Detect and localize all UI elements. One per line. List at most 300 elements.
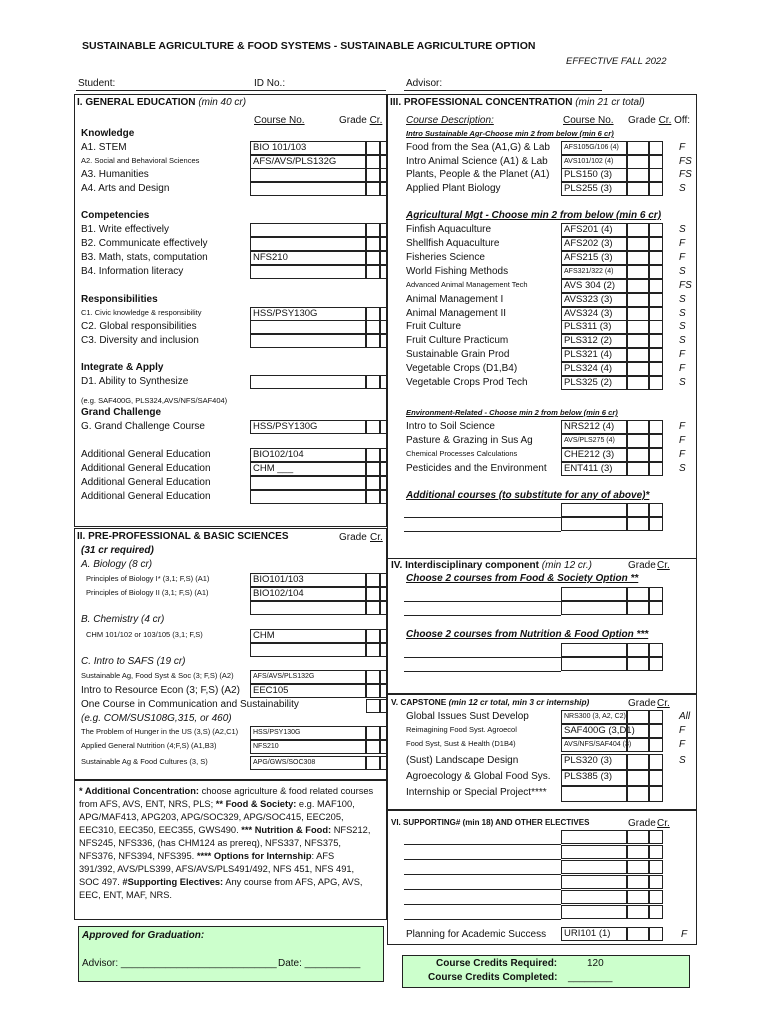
- cr-field[interactable]: [380, 629, 387, 643]
- course-number-field[interactable]: [561, 587, 627, 601]
- cr-field[interactable]: [649, 462, 663, 476]
- note-text: EEC310, EEC350, EEC355, GWS490.: [79, 825, 242, 835]
- offered-term: F: [679, 363, 686, 374]
- grade-field[interactable]: [627, 601, 649, 615]
- cr-field[interactable]: [380, 684, 387, 698]
- gen-ed-course-field[interactable]: HSS/PSY130G: [250, 307, 366, 321]
- grade-field[interactable]: [627, 376, 649, 390]
- note-text: : AFS: [311, 851, 335, 861]
- note-text: EEC, ENT, MAF, NRS.: [79, 890, 172, 900]
- course-number-field[interactable]: AFS105G/106 (4): [561, 141, 627, 155]
- prof-course-no-header: Course No.: [563, 115, 614, 126]
- course-number-field[interactable]: [561, 875, 627, 889]
- cr-field[interactable]: [380, 699, 387, 713]
- grade-field[interactable]: [627, 223, 649, 237]
- course-number-field[interactable]: [561, 657, 627, 671]
- offered-term: FS: [679, 169, 692, 180]
- course-number-field[interactable]: PLS325 (2): [561, 376, 627, 390]
- offered-term: FS: [679, 156, 692, 167]
- course-number-field[interactable]: AFS321/322 (4): [561, 265, 627, 279]
- capstone-min: (min 12 cr total, min 3 cr internship): [448, 697, 590, 707]
- grade-field[interactable]: [366, 237, 380, 251]
- cr-field[interactable]: [649, 845, 663, 859]
- cr-field[interactable]: [380, 223, 387, 237]
- cr-field[interactable]: [380, 334, 387, 348]
- gen-ed-course-field[interactable]: CHM ___: [250, 462, 366, 476]
- cr-field[interactable]: [649, 293, 663, 307]
- course-number-field[interactable]: [561, 890, 627, 904]
- course-description: Intro Animal Science (A1) & Lab: [406, 156, 548, 167]
- cr-field[interactable]: [380, 643, 387, 657]
- cr-field[interactable]: [649, 710, 663, 724]
- gen-ed-course-field[interactable]: NFS210: [250, 251, 366, 265]
- student-label: Student:: [78, 78, 116, 89]
- cr-field[interactable]: [649, 168, 663, 182]
- blank-line: [404, 601, 561, 602]
- cr-field[interactable]: [649, 420, 663, 434]
- grade-field[interactable]: [366, 740, 380, 754]
- grade-field[interactable]: [366, 168, 380, 182]
- synthesize-examples: (e.g. SAF400G, PLS324,AVS/NFS/SAF404): [81, 396, 228, 405]
- pre-label: CHM 101/102 or 103/105 (3,1; F,S): [86, 630, 203, 639]
- grade-field[interactable]: [366, 462, 380, 476]
- course-number-field[interactable]: CHE212 (3): [561, 448, 627, 462]
- grade-field[interactable]: [366, 141, 380, 155]
- note-text: choose agriculture & food related courses: [199, 786, 374, 796]
- cr-field[interactable]: [649, 334, 663, 348]
- grade-field[interactable]: [627, 643, 649, 657]
- cr-field[interactable]: [380, 168, 387, 182]
- capstone-course-desc: Agroecology & Global Food Sys.: [406, 771, 551, 782]
- gen-ed-cr-header: Cr.: [369, 115, 383, 126]
- cr-field[interactable]: [380, 476, 387, 490]
- gen-ed-course-field[interactable]: [250, 237, 366, 251]
- note-text: SOC 497.: [79, 877, 123, 887]
- grade-field[interactable]: [627, 265, 649, 279]
- pre-course-field[interactable]: BIO101/103: [250, 573, 366, 587]
- cr-field[interactable]: [649, 587, 663, 601]
- course-number-field[interactable]: AVS101/102 (4): [561, 155, 627, 169]
- course-description: Pesticides and the Environment: [406, 463, 547, 474]
- course-number-field[interactable]: [561, 830, 627, 844]
- course-description: Shellfish Aquaculture: [406, 238, 500, 249]
- note-text: e.g. MAF100,: [296, 799, 355, 809]
- course-number-field[interactable]: PLS150 (3): [561, 168, 627, 182]
- course-number-field[interactable]: [561, 601, 627, 615]
- cr-field[interactable]: [649, 155, 663, 169]
- course-number-field[interactable]: PLS311 (3): [561, 320, 627, 334]
- capstone-course-field[interactable]: SAF400G (3,D1): [561, 724, 627, 738]
- grade-field[interactable]: [366, 684, 380, 698]
- grade-field[interactable]: [627, 307, 649, 321]
- gen-ed-label: A4. Arts and Design: [81, 183, 170, 194]
- cr-field[interactable]: [649, 657, 663, 671]
- grade-field[interactable]: [627, 860, 649, 874]
- course-number-field[interactable]: PLS255 (3): [561, 182, 627, 196]
- inter-grade-header: Grade: [628, 560, 656, 571]
- supporting-title: VI. SUPPORTING# (min 18) AND OTHER ELECTIVES: [391, 818, 590, 827]
- cr-field[interactable]: [380, 182, 387, 196]
- offered-term: FS: [679, 280, 692, 291]
- cr-field[interactable]: [649, 237, 663, 251]
- chemistry-heading: B. Chemistry (4 cr): [81, 614, 165, 625]
- pre-course-field[interactable]: NFS210: [250, 740, 366, 754]
- capstone-course-desc: Global Issues Sust Develop: [406, 711, 529, 722]
- pre-course-field[interactable]: HSS/PSY130G: [250, 726, 366, 740]
- offered-term: S: [679, 463, 686, 474]
- cr-field[interactable]: [649, 307, 663, 321]
- grade-field[interactable]: [627, 462, 649, 476]
- note-text: Any course from AFS, APG, AVS,: [223, 877, 363, 887]
- offered-term: F: [681, 929, 688, 940]
- cr-field[interactable]: [380, 670, 387, 684]
- grade-field[interactable]: [366, 587, 380, 601]
- offered-term: S: [679, 377, 686, 388]
- course-number-field[interactable]: PLS312 (2): [561, 334, 627, 348]
- gen-ed-course-field[interactable]: [250, 334, 366, 348]
- note-text: * Additional Concentration:: [79, 786, 199, 796]
- grade-field[interactable]: [366, 155, 380, 169]
- cr-field[interactable]: [649, 643, 663, 657]
- note-line: [79, 837, 341, 849]
- cr-field[interactable]: [380, 141, 387, 155]
- offered-term: S: [679, 294, 686, 305]
- course-description: Food from the Sea (A1,G) & Lab: [406, 142, 550, 153]
- course-number-field[interactable]: ENT411 (3): [561, 462, 627, 476]
- grade-field[interactable]: [627, 420, 649, 434]
- cr-field[interactable]: [649, 223, 663, 237]
- gen-ed-label: B1. Write effectively: [81, 224, 169, 235]
- grade-field[interactable]: [627, 362, 649, 376]
- gen-ed-course-field[interactable]: [250, 375, 366, 389]
- note-text: NFS376, NFS394, NFS395.: [79, 851, 197, 861]
- course-number-field[interactable]: [561, 845, 627, 859]
- note-line: [79, 798, 355, 810]
- course-desc-header: Course Description:: [406, 115, 494, 126]
- cr-field[interactable]: [649, 517, 663, 531]
- course-number-field[interactable]: AVS 304 (2): [561, 279, 627, 293]
- cr-field[interactable]: [649, 251, 663, 265]
- course-number-field[interactable]: [561, 503, 627, 517]
- offered-term: S: [679, 266, 686, 277]
- credits-required-value: 120: [587, 958, 604, 969]
- cr-field[interactable]: [380, 251, 387, 265]
- offered-term: S: [679, 335, 686, 346]
- note-text: *** Nutrition & Food:: [241, 825, 332, 835]
- gen-ed-min: (min 40 cr): [198, 97, 247, 108]
- course-number-field[interactable]: AVS323 (3): [561, 293, 627, 307]
- course-number-field[interactable]: AFS201 (4): [561, 223, 627, 237]
- gen-ed-title: I. GENERAL EDUCATION: [77, 97, 196, 108]
- nutrition-food-choice: Choose 2 courses from Nutrition & Food Option ***: [406, 629, 649, 640]
- cr-field[interactable]: [380, 307, 387, 321]
- prof-title: III. PROFESSIONAL CONCENTRATION: [390, 97, 573, 108]
- cr-field[interactable]: [649, 376, 663, 390]
- capstone-course-desc: (Sust) Landscape Design: [406, 755, 519, 766]
- inter-min: (min 12 cr.): [541, 560, 592, 571]
- note-text: 391/392, AVS/PLS399, AFS/AVS/PLS491/492, NFS 451, NFS 491,: [79, 864, 355, 874]
- course-number-field[interactable]: [561, 860, 627, 874]
- course-number-field[interactable]: [561, 905, 627, 919]
- grade-field[interactable]: [366, 320, 380, 334]
- cr-field[interactable]: [649, 830, 663, 844]
- course-description: Advanced Animal Management Tech: [406, 280, 528, 289]
- gen-ed-course-field[interactable]: [250, 490, 366, 504]
- note-text: APG/MAF413, APG203, APG/SOC329, APG/SOC415, EEC205,: [79, 812, 344, 822]
- course-description: Applied Plant Biology: [406, 183, 501, 194]
- biology-heading: A. Biology (8 cr): [81, 559, 153, 570]
- blank-line: [404, 531, 561, 532]
- grade-field[interactable]: [366, 629, 380, 643]
- grade-field[interactable]: [366, 251, 380, 265]
- gen-ed-label: C3. Diversity and inclusion: [81, 335, 199, 346]
- grade-field[interactable]: [627, 237, 649, 251]
- cr-field[interactable]: [649, 890, 663, 904]
- grade-field[interactable]: [627, 168, 649, 182]
- pre-label-comm: One Course in Communication and Sustainability: [81, 699, 299, 710]
- grade-field[interactable]: [366, 334, 380, 348]
- gen-ed-course-field[interactable]: AFS/AVS/PLS132G: [250, 155, 366, 169]
- grade-field[interactable]: [366, 601, 380, 615]
- cr-field[interactable]: [649, 279, 663, 293]
- offered-term: F: [679, 238, 686, 249]
- cr-field[interactable]: [649, 182, 663, 196]
- cr-field[interactable]: [649, 601, 663, 615]
- cr-field[interactable]: [380, 740, 387, 754]
- cr-field[interactable]: [649, 503, 663, 517]
- grade-field[interactable]: [627, 293, 649, 307]
- sup-grade-header: Grade: [628, 818, 656, 829]
- grade-field[interactable]: [627, 348, 649, 362]
- cr-field[interactable]: [649, 905, 663, 919]
- gen-ed-label: B2. Communicate effectively: [81, 238, 208, 249]
- cr-field[interactable]: [649, 927, 663, 941]
- course-number-field[interactable]: [561, 643, 627, 657]
- cr-field[interactable]: [380, 265, 387, 279]
- course-number-field[interactable]: PLS321 (4): [561, 348, 627, 362]
- safs-heading: C. Intro to SAFS (19 cr): [81, 656, 186, 667]
- pre-label: Principles of Biology I* (3,1; F,S) (A1): [86, 574, 210, 583]
- capstone-title: V. CAPSTONE: [391, 697, 447, 707]
- pre-course-field[interactable]: BIO102/104: [250, 587, 366, 601]
- inter-cr-header: Cr.: [657, 560, 670, 571]
- blank-field[interactable]: [250, 643, 366, 657]
- capstone-title-line: [391, 697, 589, 707]
- grade-field[interactable]: [627, 141, 649, 155]
- capstone-course-field[interactable]: [561, 786, 627, 802]
- grade-field[interactable]: [627, 875, 649, 889]
- pre-req: (31 cr required): [81, 545, 154, 556]
- cr-field[interactable]: [649, 770, 663, 786]
- gen-ed-label: A2. Social and Behavioral Sciences: [81, 156, 200, 165]
- grade-field[interactable]: [627, 182, 649, 196]
- offered-term: All: [679, 711, 691, 722]
- cr-field[interactable]: [380, 420, 387, 434]
- course-number-field[interactable]: AFS215 (3): [561, 251, 627, 265]
- grade-field[interactable]: [366, 375, 380, 389]
- date-line: Date: __________: [278, 958, 361, 969]
- planning-course-field[interactable]: URI101 (1): [561, 927, 627, 941]
- course-description: Fruit Culture: [406, 321, 462, 332]
- capstone-course-field[interactable]: NRS300 (3, A2, C2): [561, 710, 627, 724]
- responsibilities-heading: Responsibilities: [81, 294, 158, 305]
- course-description: Animal Management II: [406, 308, 507, 319]
- capstone-course-field[interactable]: PLS385 (3): [561, 770, 627, 786]
- grade-field[interactable]: [627, 251, 649, 265]
- grade-field[interactable]: [627, 334, 649, 348]
- grade-field[interactable]: [627, 927, 649, 941]
- grade-field[interactable]: [366, 476, 380, 490]
- grade-field[interactable]: [366, 307, 380, 321]
- cr-field[interactable]: [649, 754, 663, 770]
- grade-field[interactable]: [627, 738, 649, 752]
- prof-grade-header: Grade: [628, 115, 656, 126]
- integrate-heading: Integrate & Apply: [81, 362, 164, 373]
- cr-field[interactable]: [380, 587, 387, 601]
- cr-field[interactable]: [380, 601, 387, 615]
- prof-min: (min 21 cr total): [575, 97, 645, 108]
- grade-field[interactable]: [627, 845, 649, 859]
- course-number-field[interactable]: [561, 517, 627, 531]
- gen-ed-course-field[interactable]: BIO102/104: [250, 448, 366, 462]
- pre-course-field[interactable]: CHM: [250, 629, 366, 643]
- knowledge-heading: Knowledge: [81, 128, 135, 139]
- grade-field[interactable]: [366, 756, 380, 770]
- course-number-field[interactable]: PLS324 (4): [561, 362, 627, 376]
- cr-field[interactable]: [380, 375, 387, 389]
- course-description: Pasture & Grazing in Sus Ag: [406, 435, 533, 446]
- course-description: Vegetable Crops (D1,B4): [406, 363, 518, 374]
- note-text: from AFS, AVS, ENT, NRS, PLS;: [79, 799, 216, 809]
- note-text: ** Food & Society:: [215, 799, 297, 809]
- grade-field[interactable]: [627, 786, 649, 802]
- gen-ed-label: B3. Math, stats, computation: [81, 252, 208, 263]
- grade-field[interactable]: [366, 573, 380, 587]
- gen-ed-course-field[interactable]: [250, 168, 366, 182]
- grade-field[interactable]: [627, 905, 649, 919]
- blank-line: [404, 844, 561, 845]
- cr-field[interactable]: [649, 265, 663, 279]
- ag-heading: Agricultural Mgt - Choose min 2 from below (min 6 cr): [406, 210, 662, 221]
- cr-field[interactable]: [649, 860, 663, 874]
- cr-field[interactable]: [380, 726, 387, 740]
- course-description: Animal Management I: [406, 294, 504, 305]
- cr-field[interactable]: [380, 573, 387, 587]
- cr-field[interactable]: [649, 724, 663, 738]
- cr-field[interactable]: [649, 786, 663, 802]
- cr-field[interactable]: [649, 434, 663, 448]
- gen-ed-course-field[interactable]: BIO 101/103: [250, 141, 366, 155]
- gen-ed-label: C2. Global responsibilities: [81, 321, 197, 332]
- grade-field[interactable]: [627, 770, 649, 786]
- capstone-course-field[interactable]: AVS/NFS/SAF404 (3): [561, 738, 627, 752]
- blank-line: [404, 889, 561, 890]
- blank-field[interactable]: [250, 601, 366, 615]
- gen-ed-course-field[interactable]: [250, 223, 366, 237]
- grade-field[interactable]: [627, 155, 649, 169]
- cr-field[interactable]: [649, 448, 663, 462]
- grade-field[interactable]: [366, 420, 380, 434]
- pre-label: The Problem of Hunger in the US (3,S) (A2,C1): [81, 727, 239, 736]
- cr-field[interactable]: [649, 738, 663, 752]
- gen-ed-course-field[interactable]: [250, 320, 366, 334]
- grade-field[interactable]: [366, 182, 380, 196]
- grade-field[interactable]: [627, 657, 649, 671]
- course-number-field[interactable]: NRS212 (4): [561, 420, 627, 434]
- advisor-signature-line: Advisor: ____________________________: [82, 958, 277, 969]
- grade-field[interactable]: [366, 223, 380, 237]
- grade-field[interactable]: [627, 434, 649, 448]
- grade-field[interactable]: [627, 279, 649, 293]
- grade-field[interactable]: [627, 830, 649, 844]
- cr-field[interactable]: [380, 756, 387, 770]
- cr-field[interactable]: [380, 448, 387, 462]
- pre-label-comm-eg: (e.g. COM/SUS108G,315, or 460): [81, 713, 232, 724]
- note-line: [79, 824, 370, 836]
- pre-course-field[interactable]: AFS/AVS/PLS132G: [250, 670, 366, 684]
- grade-field[interactable]: [366, 726, 380, 740]
- grade-field[interactable]: [366, 670, 380, 684]
- cr-field[interactable]: [649, 875, 663, 889]
- gen-ed-course-field[interactable]: [250, 476, 366, 490]
- blank-line: [404, 517, 561, 518]
- grade-field[interactable]: [627, 320, 649, 334]
- note-line: [79, 863, 354, 875]
- approved-title: Approved for Graduation:: [82, 930, 205, 941]
- cr-field[interactable]: [380, 320, 387, 334]
- additional-courses-heading: Additional courses (to substitute for any of above)*: [406, 490, 650, 501]
- blank-line: [404, 859, 561, 860]
- grade-field[interactable]: [627, 587, 649, 601]
- course-description: Finfish Aquaculture: [406, 224, 492, 235]
- cr-field[interactable]: [649, 320, 663, 334]
- course-number-field[interactable]: AVS/PLS275 (4): [561, 434, 627, 448]
- cr-field[interactable]: [380, 462, 387, 476]
- grade-field[interactable]: [366, 265, 380, 279]
- gen-ed-course-field[interactable]: [250, 182, 366, 196]
- note-line: [79, 850, 334, 862]
- grade-field[interactable]: [627, 890, 649, 904]
- grade-field[interactable]: [366, 490, 380, 504]
- capstone-course-field[interactable]: PLS320 (3): [561, 754, 627, 770]
- grade-field[interactable]: [627, 448, 649, 462]
- grade-field[interactable]: [366, 699, 380, 713]
- course-number-field[interactable]: AFS202 (3): [561, 237, 627, 251]
- grade-field[interactable]: [366, 448, 380, 462]
- grade-field[interactable]: [627, 503, 649, 517]
- cr-field[interactable]: [649, 141, 663, 155]
- cr-field[interactable]: [380, 237, 387, 251]
- note-text: #Supporting Electives:: [122, 877, 224, 887]
- cr-field[interactable]: [380, 155, 387, 169]
- grade-field[interactable]: [627, 517, 649, 531]
- grade-field[interactable]: [627, 754, 649, 770]
- cr-field[interactable]: [649, 362, 663, 376]
- grand-challenge-heading: Grand Challenge: [81, 407, 162, 418]
- course-number-field[interactable]: AVS324 (3): [561, 307, 627, 321]
- pre-course-field[interactable]: EEC105: [250, 684, 366, 698]
- pre-course-field[interactable]: APG/GWS/SOC308: [250, 756, 366, 770]
- grade-field[interactable]: [627, 710, 649, 724]
- grade-field[interactable]: [627, 724, 649, 738]
- grade-field[interactable]: [366, 643, 380, 657]
- cr-field[interactable]: [649, 348, 663, 362]
- note-line: [79, 811, 344, 823]
- gen-ed-course-field[interactable]: [250, 265, 366, 279]
- gen-ed-course-field[interactable]: HSS/PSY130G: [250, 420, 366, 434]
- cr-field[interactable]: [380, 490, 387, 504]
- note-line: [79, 889, 172, 901]
